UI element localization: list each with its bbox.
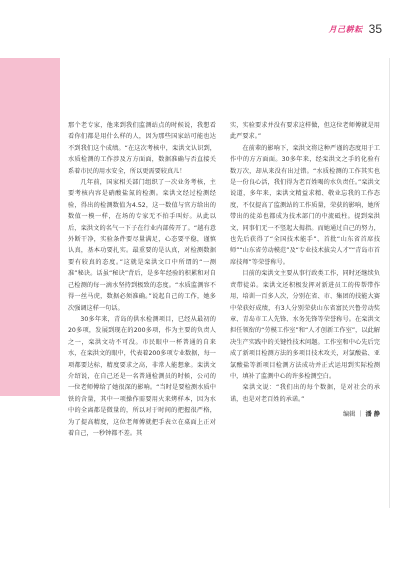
- paragraph: 几年前，国家相关部门组织了一次业务考核，主要考核内容是硝酸盐氮的检测。栾洪文经过检测经验，得出的检测数值为4.52，这一数值与官方给出的数值一模一样，在场的专家无不拍手叫好。从此以后，栾洪文的名气一下子在行业内部传开了。“越有意外断干净，实验条件要尽量满足，心态要平稳，谨慎认真，基本功要扎实。最重要的是认真，对检测数据要有较真的态度。”这就是栾洪文口中所谓的“一测准”秘诀。话虽“秘诀”背后，是多年经验的积累和对自己检测的每一滴水坚持到极致的态度。“水质监测容不得一丝马虎，数据必须准确。”说起自己的工作，她多次强调这样一句话。: [68, 179, 216, 312]
- decorative-pink-block: [0, 58, 60, 396]
- paragraph: 30多年来，青岛的供水检测项目，已经从最初的20多项，发展到现在的200多项，作为主要的负责人之一，栾洪文功不可没。市民眼中一杯普通的自来水，在栾洪文的眼中，代表着200多项专业数据，每一项都要达标，精度要求之高，非常人能想象。栾洪文介绍说，在自己还是一名普通检测员的时候，公司的一位老师傅给了她很深的影响。“当时是要检测水质中铁的含量，其中一项操作需要用火来烤样本，因为水中的全离都是微量的，所以对于时间的把握很严格，为了提高精度，这位老师傅就把手表立在桌面上正对着自己，一秒钟都不差。其: [68, 315, 216, 437]
- paragraph: 目前的栾洪文主要从事行政类工作，同时还继续负责带徒弟。栾洪文还积极发挥对新进员工的传帮带作用，培训一百多人次，分别在省、市、集团的技能大赛中荣获好成绩，有3人分别荣获山东省富民兴鲁劳动奖章、青岛市工人先锋、水务先锋等荣誉称号。在栾洪文担任领衔的“劳模工作室”和“人才创新工作室”，以此解决生产实践中的关键性技术问题。工作室和中心先后完成了新项目检测方法的多项目技术攻关，对氯酸盐、亚氯酸盐等新项目检测方法成功并正式运用到实际检测中，填补了监测中心的许多检测空白。: [230, 270, 380, 380]
- editor-name: 潘 静: [365, 411, 380, 419]
- paragraph: 那个老专家，他来到我们监测站点的时候说，我想看看你们都是用什么样的人，因为那些国家站可能也达不到我们这个成绩。“在这次考核中，栾洪文认识到，水质检测的工作涉及方方面面，数据准确与否直接关系着市民的用水安全，所以更需要较真儿！: [68, 122, 216, 175]
- page-edge-rule: [389, 58, 390, 508]
- editor-divider: ｜: [357, 411, 364, 419]
- section-label: 月己耕耘: [328, 24, 363, 34]
- paragraph: 栾洪文说：“我们出的每个数据，是对社会的承诺，也是对老百姓的承诺。”: [230, 384, 380, 403]
- article-right-column: [230, 120, 380, 421]
- article-left-column: [68, 120, 216, 439]
- editor-credit: [230, 409, 380, 420]
- paragraph: 实，实验要求并没有要求这样做，但这位老师傅就是用此严要求。”: [230, 122, 380, 141]
- page-header: [329, 20, 382, 38]
- editor-label: 编辑: [342, 411, 356, 419]
- page-number: 35: [368, 22, 382, 36]
- paragraph: 在前辈的影响下，栾洪文将这种严谨的态度用于工作中的方方面面。30多年来，经栾洪文之手的化验有数万次，却从来没有出过错。“水质检测的工作其实也是一份良心活，我们得为老百姓喝的水负责任。”栾洪文说道，多年来，栾洪文精益求精、敬业忘我的工作态度，不仅提高了监测站的工作质量，荣获的影响，她所带出的徒弟也都成为技术部门的中流砥柱。提到栾洪文，同事们无一不竖起大拇指。而她通过自己的努力，也先后获得了“全国技术能手”、首批“山东省首席技师”“山东省劳动模范”及“专业技术拔尖人才”“青岛市首席技师”等荣誉称号。: [230, 144, 380, 266]
